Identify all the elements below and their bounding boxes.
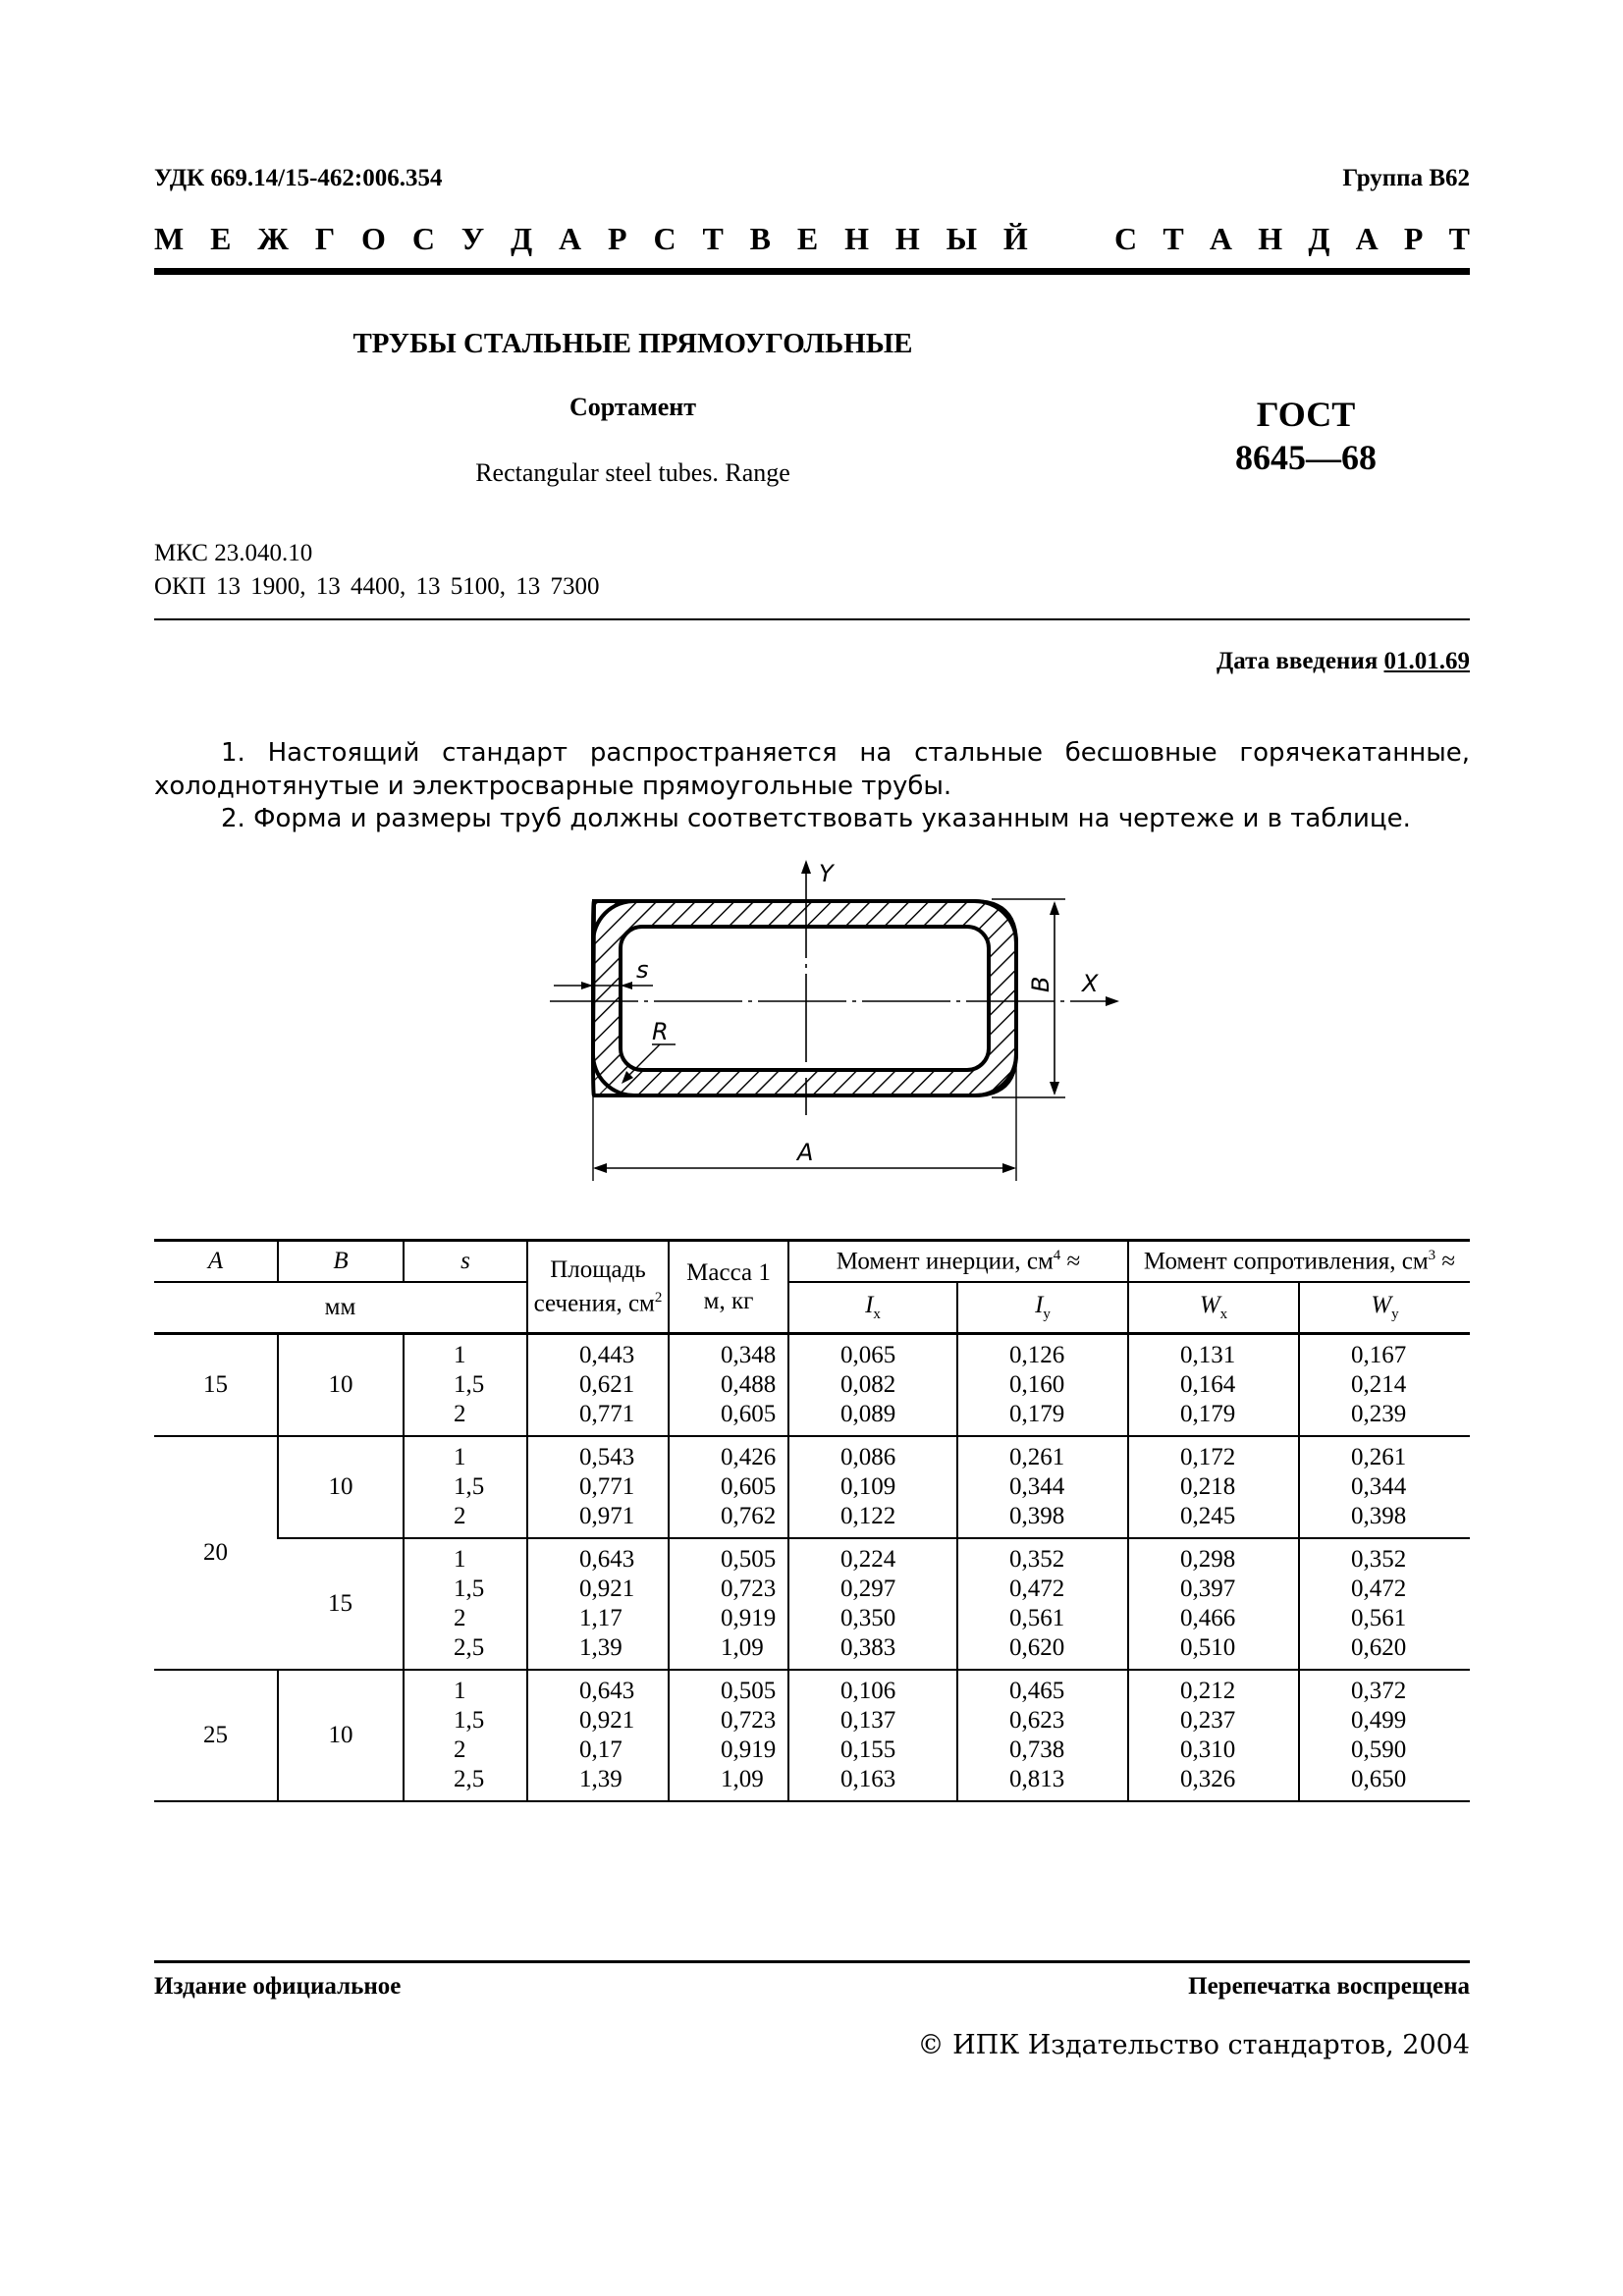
dim-b-arrow-bottom	[1050, 1082, 1059, 1095]
cell-value: 0,398	[1351, 1503, 1407, 1529]
footer-divider	[154, 1960, 1470, 1963]
cell-value: 0,122	[840, 1503, 896, 1529]
banner-letter: А	[1355, 220, 1379, 256]
cell-value: 0,466	[1180, 1605, 1236, 1631]
paragraph-dimensions: 2. Форма и размеры труб должны соответствовать указанным на чертеже и в таблице.	[221, 804, 1411, 833]
banner-letter: Д	[1308, 220, 1330, 256]
col-header-resistance	[1128, 1241, 1470, 1283]
cell-value: 0,372	[1351, 1678, 1407, 1704]
reprint-prohibited-note: Перепечатка воспрещена	[1188, 1973, 1470, 2000]
cell-ix	[788, 1334, 957, 1437]
dim-a-arrow-right	[1002, 1163, 1016, 1173]
cell-value: 0,344	[1351, 1473, 1407, 1500]
banner-letter: Ж	[257, 220, 289, 256]
document-title-english: Rectangular steel tubes. Range	[475, 458, 790, 487]
cell-value: 1,17	[579, 1605, 622, 1631]
cell-a: 20	[154, 1436, 278, 1670]
cell-s	[404, 1538, 527, 1670]
document-title: ТРУБЫ СТАЛЬНЫЕ ПРЯМОУГОЛЬНЫЕ	[352, 328, 913, 359]
cell-mass	[669, 1436, 788, 1538]
cell-value: 0,488	[721, 1371, 777, 1398]
cell-area	[527, 1538, 669, 1670]
cell-value: 0,499	[1351, 1707, 1407, 1734]
banner-letter: М	[154, 220, 185, 256]
cell-value: 0,065	[840, 1342, 896, 1368]
banner-letter: С	[653, 220, 676, 256]
cell-mass	[669, 1538, 788, 1670]
gost-code: 8645—68	[1235, 438, 1377, 477]
cell-value: 0,160	[1009, 1371, 1065, 1398]
cell-value: 0,352	[1351, 1546, 1407, 1573]
cell-value: 1,5	[454, 1473, 485, 1500]
cell-a: 15	[154, 1334, 278, 1437]
col-header-resistance-suffix: ≈	[1435, 1248, 1456, 1275]
paragraph-scope: 1. Настоящий стандарт распространяется на стальные бесшовные горячекатанные, холоднотянутые и электросварные прямоугольные трубы.	[154, 738, 1470, 801]
cell-value: 0,643	[579, 1546, 635, 1573]
col-header-area-text: Площадь сечения, см	[533, 1256, 655, 1317]
official-edition-note: Издание официальное	[154, 1973, 402, 2000]
col-header-mass: Масса 1 м, кг	[669, 1241, 788, 1334]
banner-letter: Г	[314, 220, 336, 256]
cell-value: 1,39	[579, 1634, 622, 1661]
cell-value: 0,605	[721, 1401, 777, 1427]
cell-iy	[957, 1334, 1128, 1437]
cell-s	[404, 1436, 527, 1538]
banner-letter: Т	[1448, 220, 1470, 256]
banner-letter: Е	[210, 220, 232, 256]
cell-value: 2	[454, 1736, 466, 1763]
cell-value: 0,397	[1180, 1575, 1236, 1602]
cell-value: 2	[454, 1503, 466, 1529]
cell-value: 0,352	[1009, 1546, 1065, 1573]
cell-wy	[1299, 1334, 1470, 1437]
tube-range-table-grid	[154, 1239, 1470, 1802]
document-subtitle: Сортамент	[569, 393, 696, 421]
introduction-date	[1217, 648, 1470, 675]
cell-value: 0,261	[1009, 1444, 1065, 1470]
cell-value: 0,350	[840, 1605, 896, 1631]
cell-value: 0,472	[1009, 1575, 1065, 1602]
cell-value: 0,348	[721, 1342, 777, 1368]
banner-letter: С	[1114, 220, 1138, 256]
cell-value: 0,167	[1351, 1342, 1407, 1368]
udk-code: УДК 669.14/15-462:006.354	[154, 165, 443, 191]
cell-value: 0,813	[1009, 1766, 1065, 1792]
cell-value: 1,39	[579, 1766, 622, 1792]
cell-wy	[1299, 1670, 1470, 1801]
dim-b-label: B	[1027, 976, 1055, 992]
banner-letter: А	[559, 220, 582, 256]
cell-value: 0,245	[1180, 1503, 1236, 1529]
cell-value: 0,261	[1351, 1444, 1407, 1470]
cell-value: 0,643	[579, 1678, 635, 1704]
banner-letter: У	[460, 220, 485, 256]
cell-value: 0,723	[721, 1707, 777, 1734]
cell-ix	[788, 1436, 957, 1538]
table-row	[154, 1334, 1470, 1437]
col-header-wx	[1128, 1282, 1299, 1334]
cell-value: 0,443	[579, 1342, 635, 1368]
table-row	[154, 1538, 1470, 1670]
cell-value: 0,398	[1009, 1503, 1065, 1529]
codes-divider	[154, 618, 1470, 620]
cell-value: 0,224	[840, 1546, 896, 1573]
cell-value: 0,126	[1009, 1342, 1065, 1368]
col-header-wy-sub: y	[1391, 1307, 1399, 1322]
cell-value: 1	[454, 1444, 466, 1470]
cell-value: 0,172	[1180, 1444, 1236, 1470]
cell-value: 0,919	[721, 1736, 777, 1763]
col-header-inertia-sup: 4	[1053, 1247, 1061, 1263]
col-header-wy	[1299, 1282, 1470, 1334]
col-header-area-sup: 2	[654, 1290, 663, 1307]
banner-letter: Р	[1403, 220, 1424, 256]
cell-wx	[1128, 1670, 1299, 1801]
cell-value: 1	[454, 1342, 466, 1368]
table-row	[154, 1436, 1470, 1538]
cell-value: 0,17	[579, 1736, 622, 1763]
cell-value: 0,723	[721, 1575, 777, 1602]
mks-code: МКС 23.040.10	[154, 540, 313, 566]
cell-value: 0,214	[1351, 1371, 1407, 1398]
cell-area	[527, 1670, 669, 1801]
cell-value: 0,212	[1180, 1678, 1236, 1704]
gost-number	[1178, 393, 1434, 479]
cell-wx	[1128, 1436, 1299, 1538]
col-header-wy-symbol: W	[1371, 1292, 1392, 1318]
cell-value: 0,771	[579, 1401, 635, 1427]
cell-value: 0,620	[1351, 1634, 1407, 1661]
cell-value: 1,5	[454, 1575, 485, 1602]
cell-value: 0,344	[1009, 1473, 1065, 1500]
cell-iy	[957, 1670, 1128, 1801]
col-header-inertia-suffix: ≈	[1060, 1248, 1081, 1275]
banner-letter: Ы	[946, 220, 978, 256]
cell-value: 0,426	[721, 1444, 777, 1470]
col-header-resistance-sup: 3	[1428, 1247, 1436, 1263]
cell-value: 0,650	[1351, 1766, 1407, 1792]
header-thick-divider	[154, 268, 1470, 275]
cell-value: 0,738	[1009, 1736, 1065, 1763]
col-header-iy-sub: y	[1043, 1307, 1051, 1322]
banner-letter: Т	[702, 220, 724, 256]
tube-range-table	[154, 1239, 1470, 1802]
banner-letter: Й	[1002, 220, 1028, 256]
col-header-a: A	[154, 1241, 278, 1283]
cell-ix	[788, 1538, 957, 1670]
cell-value: 0,164	[1180, 1371, 1236, 1398]
banner-letter: Р	[608, 220, 627, 256]
cell-value: 0,383	[840, 1634, 896, 1661]
cell-value: 0,179	[1180, 1401, 1236, 1427]
group-code: Группа В62	[1342, 165, 1470, 191]
cell-value: 0,089	[840, 1401, 896, 1427]
dim-a-label: A	[797, 1139, 814, 1166]
banner-letter: О	[361, 220, 386, 256]
cell-area	[527, 1436, 669, 1538]
introduction-date-label: Дата введения	[1217, 648, 1379, 674]
cell-value: 0,155	[840, 1736, 896, 1763]
banner-letter: Т	[1163, 220, 1184, 256]
cell-value: 0,239	[1351, 1401, 1407, 1427]
cell-value: 0,543	[579, 1444, 635, 1470]
col-header-wx-symbol: W	[1199, 1292, 1220, 1318]
banner-letter: В	[749, 220, 771, 256]
cell-value: 2,5	[454, 1634, 485, 1661]
cell-value: 0,620	[1009, 1634, 1065, 1661]
cell-ix	[788, 1670, 957, 1801]
banner-letter: А	[1209, 220, 1232, 256]
banner-right-word	[1114, 221, 1470, 257]
cell-value: 1,09	[721, 1766, 764, 1792]
cell-value: 0,561	[1009, 1605, 1065, 1631]
cell-value: 0,163	[840, 1766, 896, 1792]
dim-s-label: s	[636, 956, 649, 984]
axis-x-label: X	[1082, 970, 1099, 997]
banner-letter: Н	[894, 220, 920, 256]
banner-left-word	[154, 221, 1028, 257]
cell-value: 0,086	[840, 1444, 896, 1470]
cell-mass	[669, 1334, 788, 1437]
cell-mass	[669, 1670, 788, 1801]
cell-value: 1	[454, 1546, 466, 1573]
cell-value: 1,5	[454, 1371, 485, 1398]
cell-value: 2	[454, 1605, 466, 1631]
tube-inner-outline	[621, 927, 989, 1070]
cell-b: 10	[278, 1436, 404, 1538]
cell-value: 1,5	[454, 1707, 485, 1734]
cell-wy	[1299, 1436, 1470, 1538]
cell-value: 0,298	[1180, 1546, 1236, 1573]
cell-value: 0,621	[579, 1371, 635, 1398]
cell-b: 15	[278, 1538, 404, 1670]
cell-area	[527, 1334, 669, 1437]
col-header-resistance-text: Момент сопротивления, см	[1143, 1248, 1429, 1275]
cell-value: 0,310	[1180, 1736, 1236, 1763]
col-header-ix-symbol: I	[865, 1292, 874, 1318]
cell-a: 25	[154, 1670, 278, 1801]
cell-value: 0,919	[721, 1605, 777, 1631]
tube-range-table-body	[154, 1334, 1470, 1802]
cell-value: 0,109	[840, 1473, 896, 1500]
banner-letter: Д	[511, 220, 533, 256]
dim-r-label: R	[652, 1018, 669, 1045]
axis-x-arrow	[1106, 996, 1119, 1006]
cell-value: 2,5	[454, 1766, 485, 1792]
axis-y-arrow	[801, 860, 811, 874]
col-header-b: B	[278, 1241, 404, 1283]
cell-value: 0,297	[840, 1575, 896, 1602]
cell-value: 1	[454, 1678, 466, 1704]
dim-b-arrow-top	[1050, 901, 1059, 915]
cell-value: 0,179	[1009, 1401, 1065, 1427]
cell-value: 0,326	[1180, 1766, 1236, 1792]
cell-value: 0,921	[579, 1707, 635, 1734]
cell-value: 0,561	[1351, 1605, 1407, 1631]
cell-value: 0,921	[579, 1575, 635, 1602]
cell-s	[404, 1670, 527, 1801]
cell-b: 10	[278, 1334, 404, 1437]
banner-letter: Е	[796, 220, 819, 256]
cell-value: 0,510	[1180, 1634, 1236, 1661]
cell-value: 0,971	[579, 1503, 635, 1529]
cell-value: 0,237	[1180, 1707, 1236, 1734]
col-header-inertia-text: Момент инерции, см	[836, 1248, 1054, 1275]
cell-iy	[957, 1436, 1128, 1538]
col-header-s: s	[404, 1241, 527, 1283]
axis-y-label: Y	[819, 860, 834, 887]
banner-letter: Н	[1258, 220, 1283, 256]
cell-iy	[957, 1538, 1128, 1670]
copyright-notice: © ИПК Издательство стандартов, 2004	[917, 2030, 1470, 2060]
cell-value: 0,131	[1180, 1342, 1236, 1368]
cell-value: 0,590	[1351, 1736, 1407, 1763]
banner-letter: С	[411, 220, 435, 256]
cell-value: 2	[454, 1401, 466, 1427]
col-header-iy	[957, 1282, 1128, 1334]
cell-s	[404, 1334, 527, 1437]
okp-code: ОКП 13 1900, 13 4400, 13 5100, 13 7300	[154, 573, 600, 600]
col-header-inertia	[788, 1241, 1128, 1283]
cell-value: 0,505	[721, 1546, 777, 1573]
introduction-date-value: 01.01.69	[1383, 648, 1470, 674]
cell-value: 0,605	[721, 1473, 777, 1500]
col-header-wx-sub: x	[1219, 1307, 1228, 1322]
cell-value: 0,465	[1009, 1678, 1065, 1704]
col-header-ix	[788, 1282, 957, 1334]
cell-b: 10	[278, 1670, 404, 1801]
standard-banner	[154, 219, 1470, 258]
cell-value: 0,623	[1009, 1707, 1065, 1734]
cell-wy	[1299, 1538, 1470, 1670]
cell-value: 0,762	[721, 1503, 777, 1529]
cell-value: 0,082	[840, 1371, 896, 1398]
cell-value: 0,771	[579, 1473, 635, 1500]
col-header-iy-symbol: I	[1035, 1292, 1044, 1318]
tube-cross-section-drawing	[530, 852, 1119, 1186]
col-header-ix-sub: x	[873, 1307, 881, 1322]
cell-value: 0,472	[1351, 1575, 1407, 1602]
cell-wx	[1128, 1334, 1299, 1437]
cell-value: 0,137	[840, 1707, 896, 1734]
cell-value: 0,505	[721, 1678, 777, 1704]
col-header-area	[527, 1241, 669, 1334]
banner-letter: Н	[844, 220, 869, 256]
cell-value: 0,218	[1180, 1473, 1236, 1500]
table-row	[154, 1670, 1470, 1801]
col-header-units-mm: мм	[154, 1282, 527, 1334]
dim-a-arrow-left	[593, 1163, 607, 1173]
cell-value: 0,106	[840, 1678, 896, 1704]
cell-wx	[1128, 1538, 1299, 1670]
cell-value: 1,09	[721, 1634, 764, 1661]
gost-label: ГОСТ	[1256, 395, 1356, 434]
